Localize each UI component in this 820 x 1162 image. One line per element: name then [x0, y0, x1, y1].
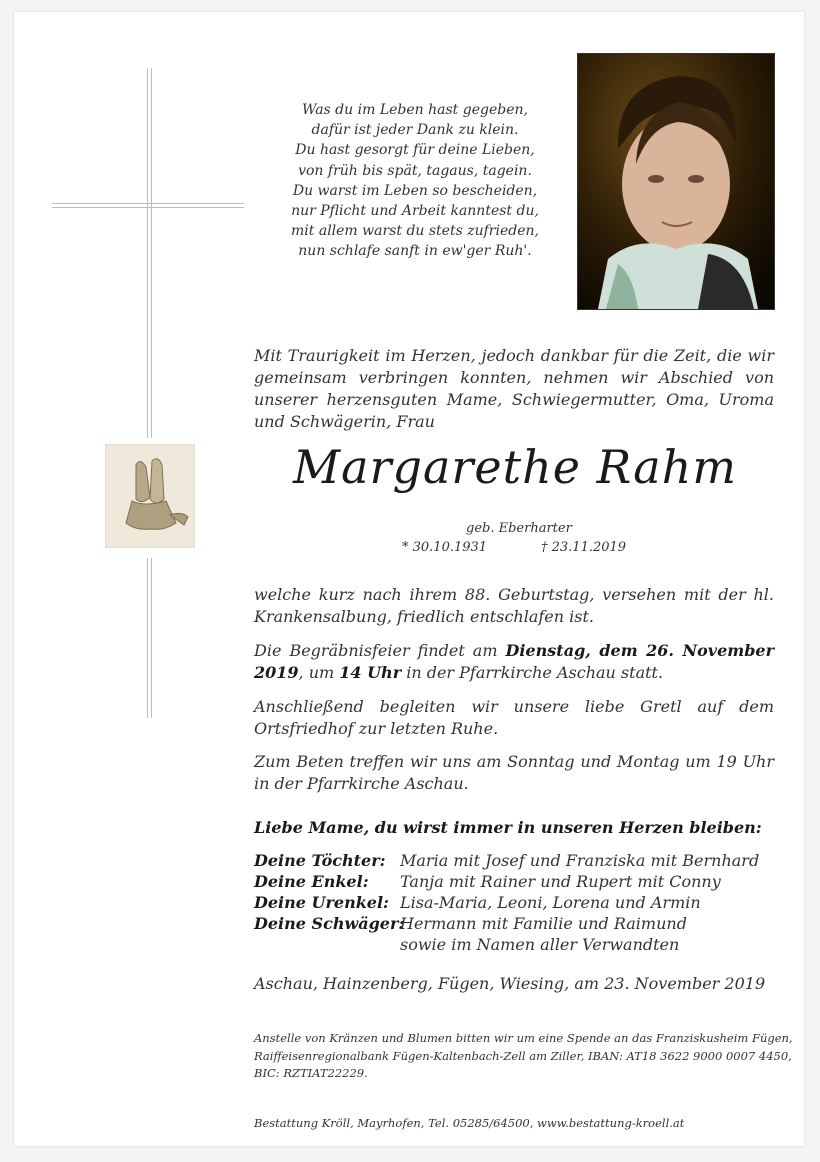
- poem-line: nun schlafe sanft in ew'ger Ruh'.: [298, 243, 532, 260]
- maiden-name: geb. Eberharter: [466, 521, 572, 536]
- funeral-date: Dienstag, dem 26. November 2019: [254, 641, 774, 682]
- family-row: sowie im Namen aller Verwandten: [400, 935, 680, 954]
- family-row: Deine Enkel: Tanja mit Rainer und Rupert mit Conny: [254, 872, 721, 891]
- deceased-name: Margarethe Rahm: [293, 440, 737, 494]
- burial-paragraph: Anschließend begleiten wir unsere liebe Gretl auf dem Ortsfriedhof zur letzten Ruhe.: [254, 697, 774, 738]
- passing-paragraph: welche kurz nach ihrem 88. Geburtstag, versehen mit der hl. Krankensalbung, friedlich entschlafen ist.: [254, 585, 774, 626]
- cross-vertical-beam: [147, 68, 152, 718]
- farewell-line: Liebe Mame, du wirst immer in unseren Herzen bleiben:: [254, 818, 762, 837]
- place-and-date: Aschau, Hainzenberg, Fügen, Wiesing, am 23. November 2019: [254, 974, 766, 993]
- funeral-time: 14 Uhr: [339, 663, 402, 682]
- death-date: † 23.11.2019: [541, 540, 627, 555]
- portrait-photo: [577, 53, 775, 310]
- praying-hands-icon: [105, 444, 195, 548]
- funeral-paragraph: Die Begräbnisfeier findet am Dienstag, dem 26. November 2019, um 14 Uhr in der Pfarrkirche Aschau statt.: [254, 641, 774, 682]
- prayer-paragraph: Zum Beten treffen wir uns am Sonntag und Montag um 19 Uhr in der Pfarrkirche Aschau.: [254, 752, 774, 793]
- cross-horizontal-beam: [52, 203, 244, 208]
- poem-line: dafür ist jeder Dank zu klein.: [311, 122, 519, 139]
- poem-line: von früh bis spät, tagaus, tagein.: [298, 162, 532, 179]
- donation-notice: Anstelle von Kränzen und Blumen bitten wir um eine Spende an das Franziskusheim Fügen, Raiffeisenregionalbank Fügen-Kaltenbach-Zell am Ziller, IBAN: AT18 3622 9000 0007 4450, BIC: RZTIAT22229.: [254, 1031, 793, 1080]
- family-row: Deine Töchter: Maria mit Josef und Franziska mit Bernhard: [254, 851, 760, 870]
- family-row: Deine Schwäger: Hermann mit Familie und Raimund: [254, 914, 687, 933]
- poem-line: Du warst im Leben so bescheiden,: [292, 182, 538, 199]
- funeral-home-footer: Bestattung Kröll, Mayrhofen, Tel. 05285/64500, www.bestattung-kroell.at: [254, 1116, 685, 1130]
- poem-line: Du hast gesorgt für deine Lieben,: [295, 142, 535, 159]
- poem-line: mit allem warst du stets zufrieden,: [291, 223, 539, 240]
- birth-date: * 30.10.1931: [402, 540, 488, 555]
- memorial-poem: [270, 100, 560, 262]
- poem-line: nur Pflicht und Arbeit kanntest du,: [291, 203, 539, 220]
- intro-text: Mit Traurigkeit im Herzen, jedoch dankbar für die Zeit, die wir gemeinsam verbringen konnten, nehmen wir Abschied von unserer herzensguten Mame, Schwiegermutter, Oma, Uroma und Schwägerin, Frau: [254, 346, 774, 431]
- family-row: Deine Urenkel: Lisa-Maria, Leoni, Lorena und Armin: [254, 893, 701, 912]
- poem-line: Was du im Leben hast gegeben,: [302, 102, 528, 118]
- family-list: [254, 850, 759, 955]
